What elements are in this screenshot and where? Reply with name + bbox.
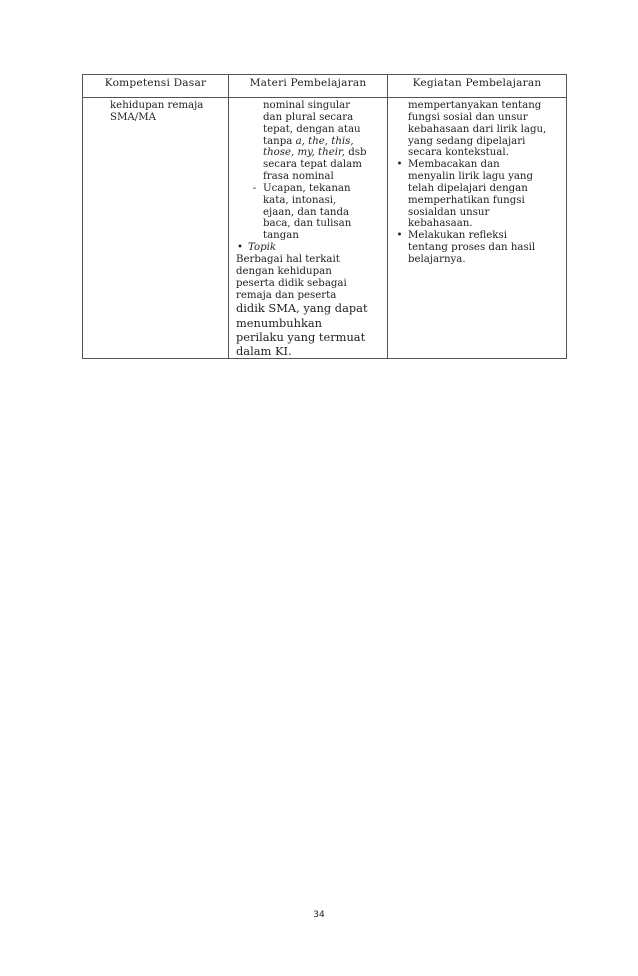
sub-item-nominal (229, 100, 385, 183)
materi-line: tangan (263, 230, 299, 242)
bullet-list-item (388, 230, 564, 242)
materi-line: frasa nominal (263, 171, 334, 183)
page-number: 34 (313, 910, 325, 920)
kd-line: SMA/MA (110, 111, 156, 123)
materi-line: menumbuhkan (236, 315, 323, 330)
materi-line: baca, dan tulisan (263, 218, 352, 230)
bullet-list-item (388, 159, 564, 171)
materi-text: dsb (345, 147, 367, 159)
materi-line: remaja dan peserta (236, 289, 337, 301)
dash-marker: - (252, 182, 257, 194)
kegiatan-line: kebahasaan dari lirik lagu, (408, 123, 547, 135)
materi-line: kata, intonasi, (263, 194, 337, 206)
kegiatan-line: memperhatikan fungsi (408, 194, 525, 206)
kegiatan-line: tentang proses dan hasil (408, 242, 536, 254)
materi-line: dan plural secara (263, 111, 354, 123)
materi-text: tanpa (263, 135, 296, 147)
materi-line: dalam KI. (236, 343, 292, 358)
materi-line: perilaku yang termuat (236, 329, 366, 344)
bullet-list-item-topik (229, 242, 385, 254)
kegiatan-line: fungsi sosial dan unsur (408, 111, 528, 123)
kegiatan-line: secara kontekstual. (408, 147, 509, 159)
kegiatan-line: yang sedang dipelajari (408, 135, 526, 147)
kegiatan-line: menyalin lirik lagu yang (408, 171, 534, 183)
dash-list-item (229, 183, 385, 195)
kegiatan-continuation (388, 100, 564, 159)
materi-line: Berbagai hal terkait (236, 253, 340, 265)
header-materi-pembelajaran: Materi Pembelajaran (229, 75, 388, 98)
materi-line: Ucapan, tekanan (263, 182, 351, 194)
bullet-list-item-continuation (388, 171, 564, 230)
bullet-icon: • (396, 159, 403, 171)
kegiatan-line: Membacakan dan (408, 159, 500, 171)
materi-line: nominal singular (263, 100, 351, 111)
bullet-icon: • (236, 242, 243, 254)
kegiatan-line: belajarnya. (408, 253, 466, 265)
table-header-row (83, 75, 567, 98)
cell-materi-pembelajaran (229, 98, 388, 359)
materi-line (263, 136, 385, 148)
materi-line (263, 147, 385, 159)
materi-line: ejaan, dan tanda (263, 206, 350, 218)
materi-italic-text: those, my, their, (263, 147, 345, 159)
materi-line: peserta didik sebagai (236, 277, 347, 289)
materi-line: dengan kehidupan (236, 265, 332, 277)
topik-label: Topik (248, 242, 277, 254)
header-kompetensi-dasar: Kompetensi Dasar (83, 75, 229, 98)
kegiatan-line: Melakukan refleksi (408, 230, 507, 242)
kd-line: kehidupan remaja (110, 100, 204, 111)
kegiatan-line: mempertanyakan tentang (408, 100, 542, 111)
topik-description (229, 254, 385, 358)
bullet-icon: • (396, 230, 403, 242)
cell-kegiatan-pembelajaran (388, 98, 567, 359)
lesson-plan-table (82, 74, 567, 359)
bullet-list-item-continuation (388, 242, 564, 266)
materi-line: didik SMA, yang dapat (236, 301, 368, 316)
materi-line: tepat, dengan atau (263, 123, 361, 135)
materi-line: secara tepat dalam (263, 159, 362, 171)
kegiatan-line: sosialdan unsur (408, 206, 490, 218)
kegiatan-line: telah dipelajari dengan (408, 182, 528, 194)
dash-list-item-continuation (229, 195, 385, 242)
cell-kompetensi-dasar (83, 98, 229, 359)
kegiatan-line: kebahasaan. (408, 218, 473, 230)
header-kegiatan-pembelajaran: Kegiatan Pembelajaran (388, 75, 567, 98)
materi-italic-text: a, the, this, (295, 135, 354, 147)
table-row (83, 98, 567, 359)
